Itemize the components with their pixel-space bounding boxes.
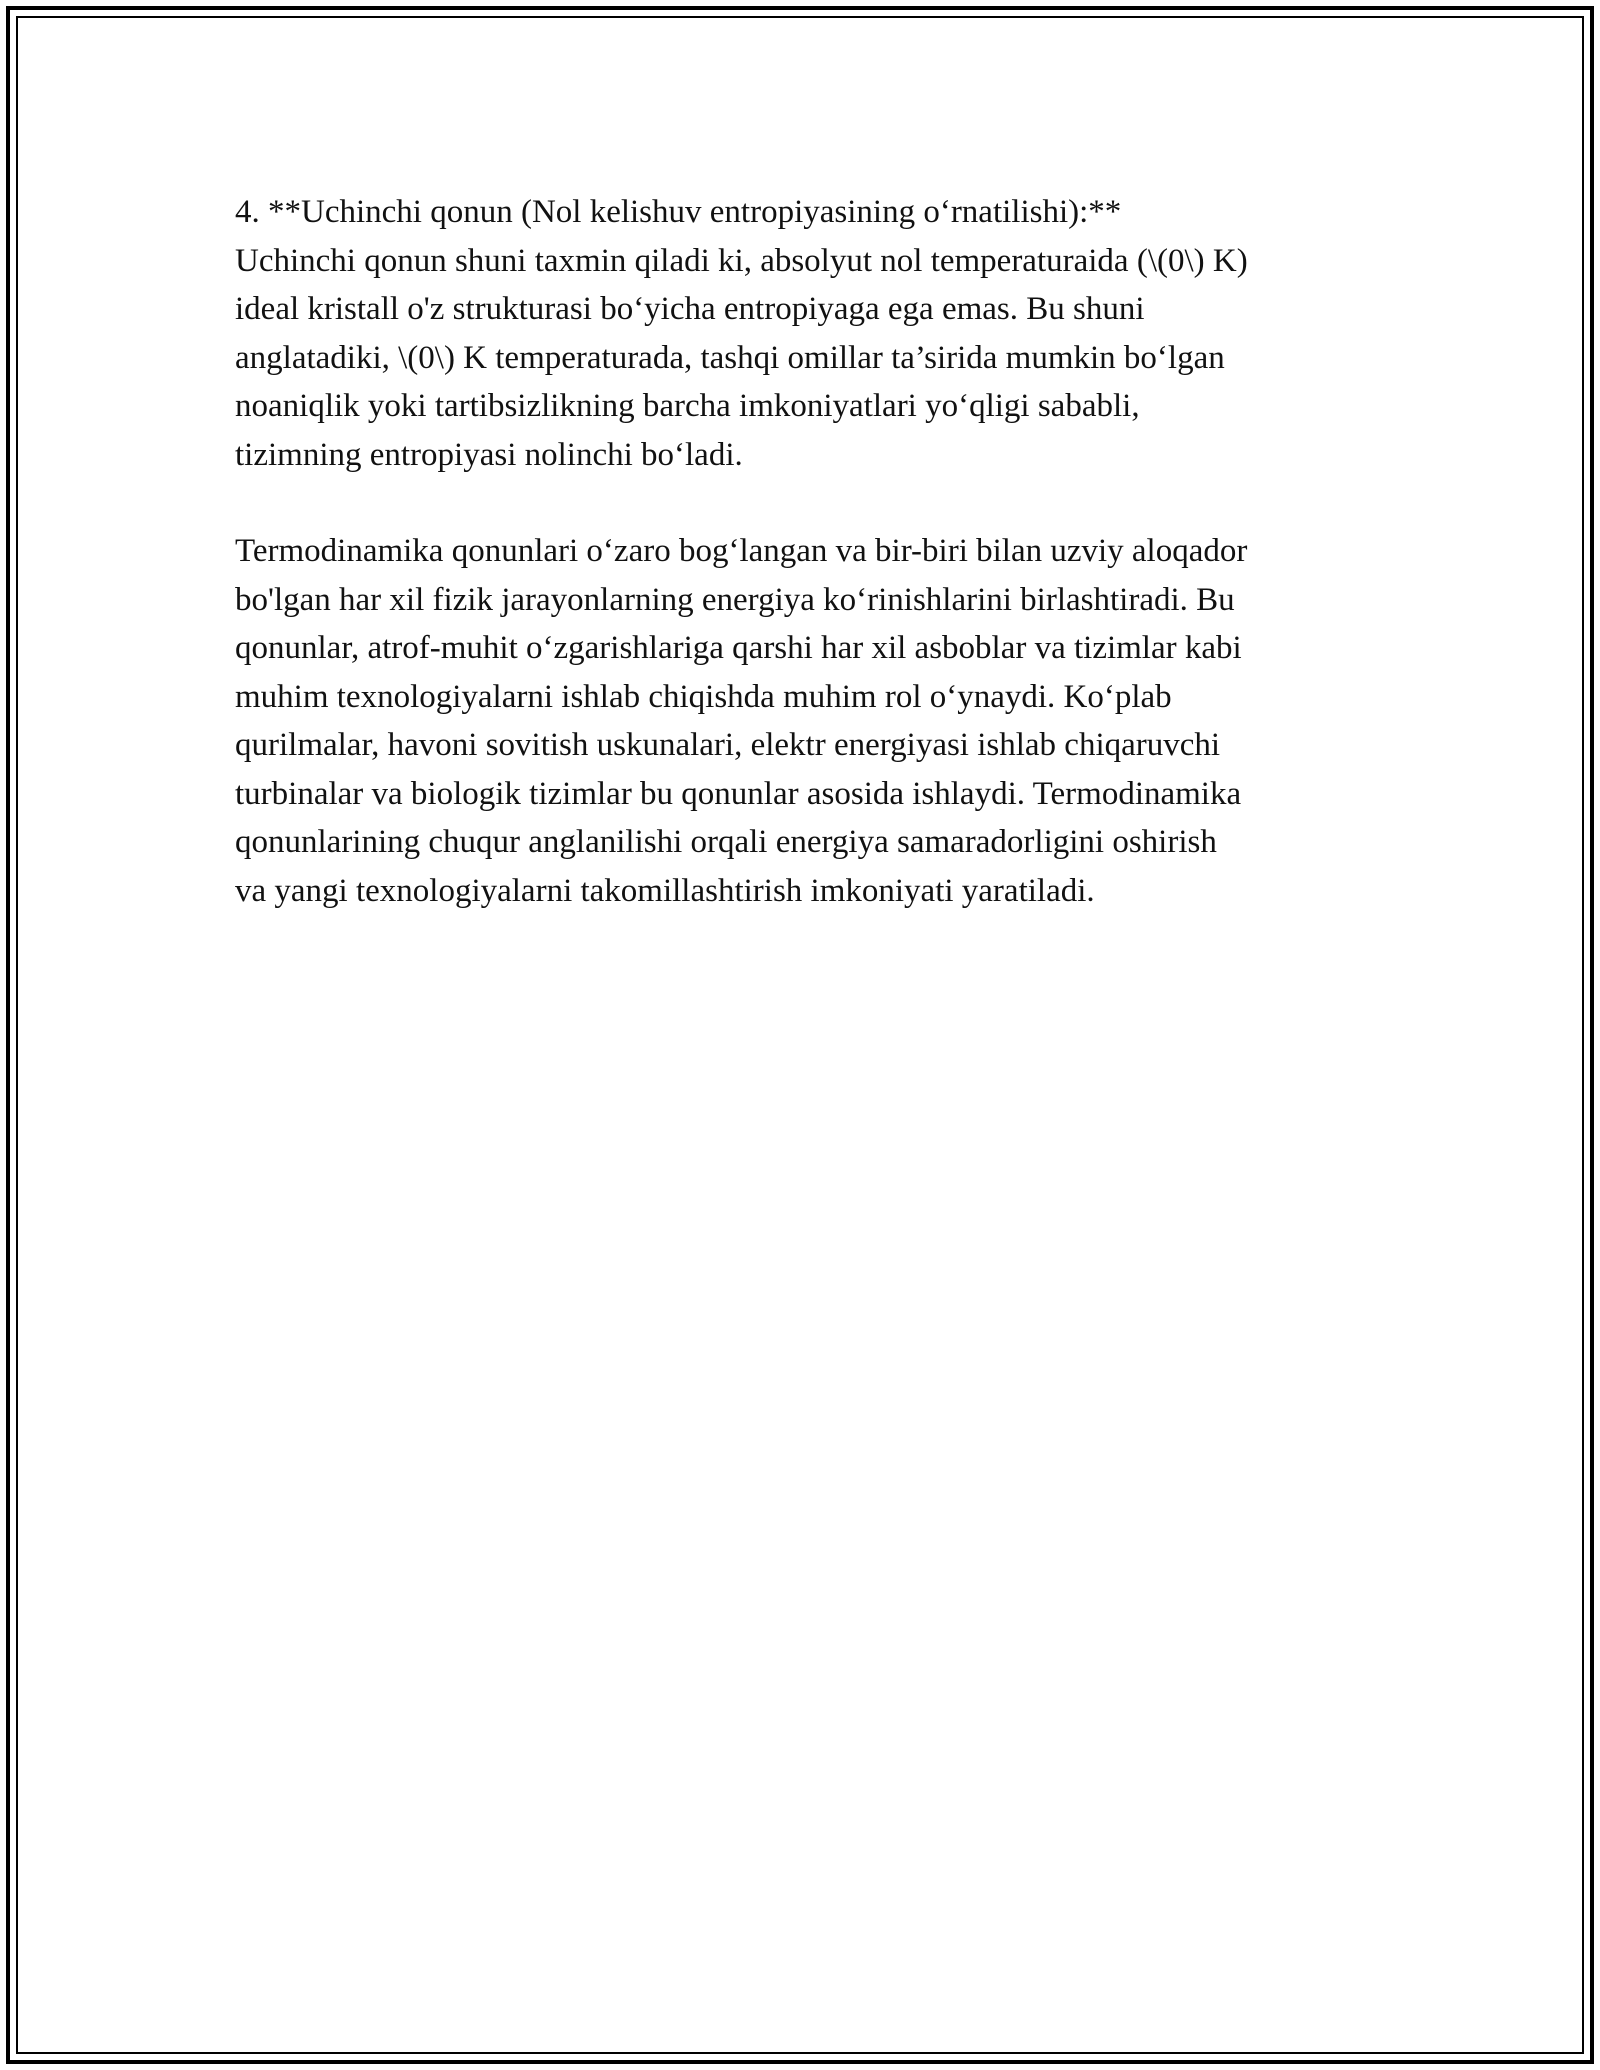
document-body — [235, 188, 1375, 915]
text-line: qonunlar, atrof-muhit oʻzgarishlariga qarshi har xil asboblar va tizimlar kabi — [235, 630, 1242, 666]
text-line: anglatadiki, \(0\) K temperaturada, tashqi omillar ta’sirida mumkin boʻlgan — [235, 339, 1225, 376]
text-line: Termodinamika qonunlari oʻzaro bogʻlangan va bir-biri bilan uzviy aloqador — [235, 533, 1248, 569]
text-line: Uchinchi qonun shuni taxmin qiladi ki, absolyut nol temperaturaida (\(0\) K) — [235, 242, 1248, 279]
text-line: tizimning entropiyasi nolinchi boʻladi. — [235, 436, 743, 473]
text-line: qurilmalar, havoni sovitish uskunalari, elektr energiyasi ishlab chiqaruvchi — [235, 727, 1221, 763]
text-line: ideal kristall o'z strukturasi boʻyicha entropiyaga ega emas. Bu shuni — [235, 291, 1145, 327]
text-line: bo'lgan har xil fizik jarayonlarning energiya koʻrinishlarini birlashtiradi. Bu — [235, 581, 1235, 618]
paragraph-summary — [235, 527, 1375, 915]
text-line: va yangi texnologiyalarni takomillashtirish imkoniyati yaratiladi. — [235, 872, 1095, 909]
text-line: muhim texnologiyalarni ishlab chiqishda muhim rol oʻynaydi. Koʻplab — [235, 678, 1172, 715]
text-line: 4. **Uchinchi qonun (Nol kelishuv entropiyasining oʻrnatilishi):** — [235, 194, 1122, 230]
text-line: qonunlarining chuqur anglanilishi orqali energiya samaradorligini oshirish — [235, 824, 1217, 860]
text-line: noaniqlik yoki tartibsizlikning barcha imkoniyatlari yoʻqligi sababli, — [235, 388, 1140, 424]
text-line: turbinalar va biologik tizimlar bu qonunlar asosida ishlaydi. Termodinamika — [235, 775, 1242, 812]
paragraph-third-law — [235, 188, 1375, 479]
